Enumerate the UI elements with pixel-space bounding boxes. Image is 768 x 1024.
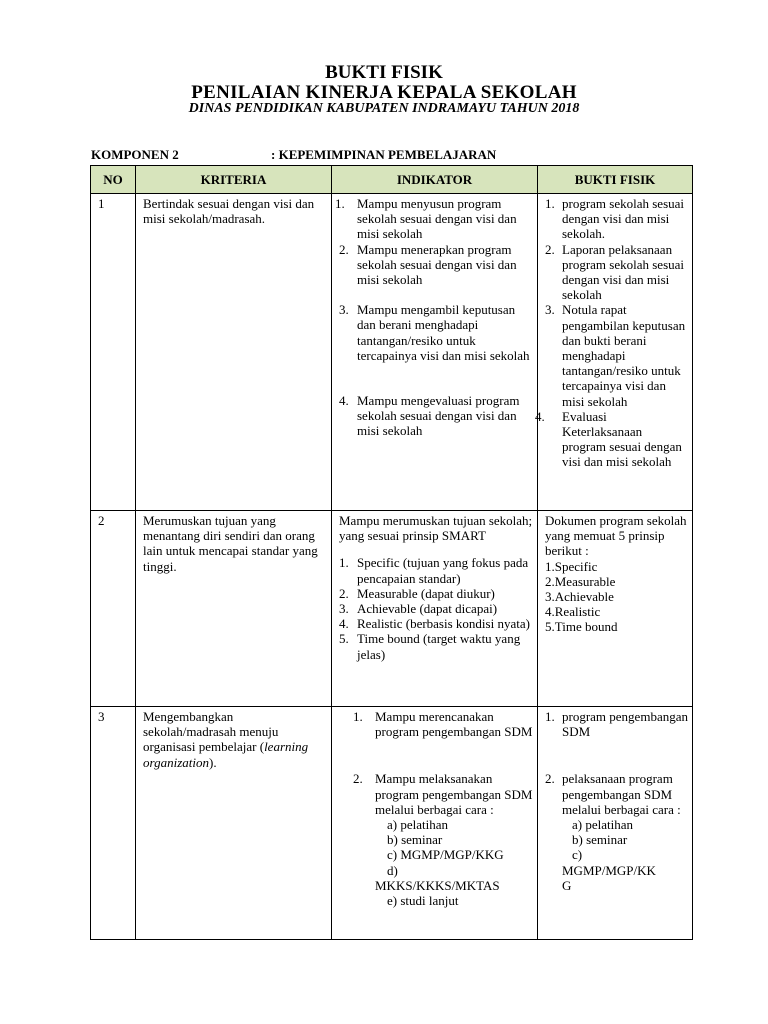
- header-no: NO: [91, 166, 136, 194]
- kriteria-cell: Merumuskan tujuan yang menantang diri sendiri dan orang lain untuk mencapai standar yang tinggi.: [136, 511, 332, 707]
- indikator-cell: [332, 707, 538, 940]
- indikator-cell: [332, 511, 538, 707]
- list-item: MGMP/MGP/KK G: [562, 862, 656, 893]
- list-item: 1. Mampu merencanakan program pengembangan SDM: [353, 709, 533, 740]
- bukti-cell: [538, 511, 693, 707]
- row-number: 2: [91, 511, 136, 707]
- component-value: : KEPEMIMPINAN PEMBELAJARAN: [271, 147, 497, 162]
- table-row: [91, 194, 693, 511]
- table-row: [91, 707, 693, 940]
- table-row: [91, 511, 693, 707]
- list-item: MKKS/KKKS/MKTAS: [375, 877, 500, 893]
- list-item: 5.Time bound: [545, 619, 618, 635]
- list-item: 5. Time bound (target waktu yang jelas): [339, 631, 521, 662]
- kriteria-cell: Bertindak sesuai dengan visi dan misi sekolah/madrasah.: [136, 194, 332, 511]
- list-item: 1.Specific: [545, 558, 598, 574]
- document-title: BUKTI FISIK: [325, 62, 443, 83]
- list-item: 4. Evaluasi Keterlaksanaan program sesuai dengan visi dan misi sekolah: [535, 408, 682, 470]
- list-item: b) seminar: [572, 832, 628, 848]
- document-subtitle: PENILAIAN KINERJA KEPALA SEKOLAH: [191, 82, 577, 103]
- list-item: 3. Achievable (dapat dicapai): [339, 601, 498, 617]
- list-item: 4. Realistic (berbasis kondisi nyata): [339, 616, 530, 632]
- bukti-cell: [538, 707, 693, 940]
- list-item: 2. Mampu menerapkan program sekolah sesuai dengan visi dan misi sekolah: [339, 241, 517, 288]
- list-item: 2. Measurable (dapat diukur): [339, 585, 495, 601]
- list-item: 2. pelaksanaan program pengembangan SDM melalui berbagai cara :: [545, 771, 681, 817]
- list-item: e) studi lanjut: [387, 893, 459, 909]
- list-item: 2.Measurable: [545, 573, 616, 589]
- kriteria-cell: Mengembangkan sekolah/madrasah menuju organisasi pembelajar (learning organization).: [136, 707, 332, 940]
- list-item: 2. Mampu melaksanakan program pengembangan SDM melalui berbagai cara :: [353, 771, 533, 817]
- list-item: c): [572, 847, 583, 863]
- document-agency-line: DINAS PENDIDIKAN KABUPATEN INDRAMAYU TAHUN 2018: [188, 101, 580, 116]
- list-item: d): [387, 862, 398, 878]
- indikator-intro: Mampu merumuskan tujuan sekolah; yang sesuai prinsip SMART: [339, 513, 533, 544]
- list-item: 1. program sekolah sesuai dengan visi dan misi sekolah.: [545, 196, 685, 242]
- kriteria-italic: learning organization: [143, 739, 309, 770]
- list-item: 3. Mampu mengambil keputusan dan berani menghadapi tantangan/resiko untuk tercapainya visi dan misi sekolah: [339, 302, 530, 363]
- row-number: 3: [91, 707, 136, 940]
- list-item: a) pelatihan: [387, 817, 448, 833]
- list-item: 3.Achievable: [545, 589, 614, 605]
- bukti-cell: [535, 194, 693, 511]
- header-bukti-fisik: BUKTI FISIK: [538, 166, 693, 194]
- list-item: a) pelatihan: [572, 817, 633, 833]
- indikator-cell: [332, 194, 538, 511]
- list-item: 4. Mampu mengevaluasi program sekolah sesuai dengan visi dan misi sekolah: [339, 393, 520, 439]
- bukti-intro: Dokumen program sekolah yang memuat 5 prinsip berikut :: [545, 513, 687, 559]
- list-item: b) seminar: [387, 832, 443, 848]
- table-header-row: [91, 166, 693, 194]
- evidence-table: [90, 165, 693, 940]
- list-item: 2. Laporan pelaksanaan program sekolah sesuai dengan visi dan misi sekolah: [545, 241, 685, 303]
- header-kriteria: KRITERIA: [136, 166, 332, 194]
- list-item: c) MGMP/MGP/KKG: [387, 847, 504, 863]
- component-label: KOMPONEN 2: [91, 147, 179, 162]
- header-indikator: INDIKATOR: [332, 166, 538, 194]
- list-item: 3. Notula rapat pengambilan keputusan dan bukti berani menghadapi tantangan/resiko untuk tercapainya visi dan misi sekolah: [545, 302, 686, 409]
- row-number: 1: [91, 194, 136, 511]
- list-item: 1. Specific (tujuan yang fokus pada pencapaian standar): [339, 555, 529, 586]
- list-item: 1. Mampu menyusun program sekolah sesuai dengan visi dan misi sekolah: [335, 196, 517, 242]
- list-item: 1. program pengembangan SDM: [545, 709, 688, 740]
- list-item: 4.Realistic: [545, 604, 601, 620]
